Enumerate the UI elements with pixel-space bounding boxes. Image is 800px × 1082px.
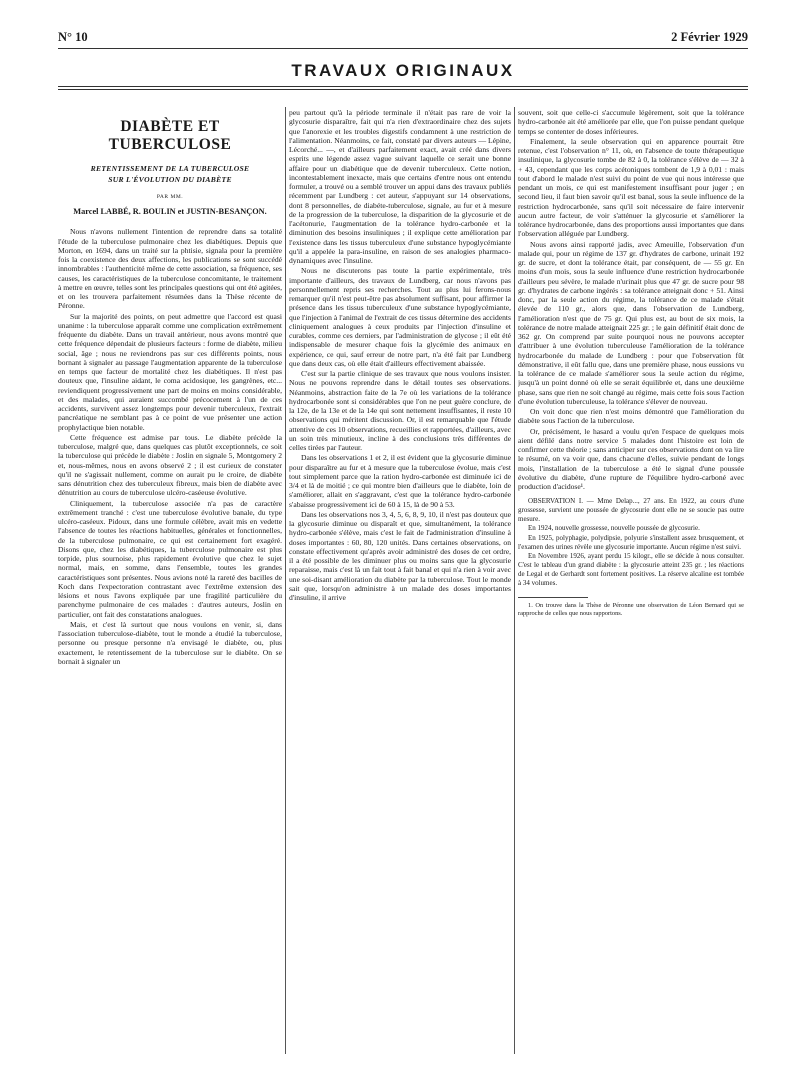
paragraph: Nous avons ainsi rapporté jadis, avec Ameuille, l'observation d'un malade qui, pour un régime de 137 gr. d'hydrates de carbone, urinait 192 gr. de sucre, et dont la tolérance était, par conséquent, de — 55 gr. En moins d'un mois, sous la seule influence d'une restriction hydrocarbonée d'ailleurs peu sévère, le malade n'urinait plus que 47 gr. de sucre pour 98 gr. d'hydrates de carbone ingérés : sa tolérance atteignait donc + 51. Ainsi donc, par la seule action du régime, la tolérance de ce malade s'était élevée de 110 gr., alors que, dans l'observation de Lundberg, l'amélioration n'est que de 75 gr. Qui plus est, au bout de six mois, la tolérance de notre malade atteignait 225 gr. ; le gain définitif était donc de 362 gr. On comprend par suite pourquoi nous ne pouvons accepter d'attribuer à une évolution tuberculeuse l'amélioration de la tolérance hydrocarbonée du malade de Lundberg : pour que l'observation fût démonstrative, il eût fallu que, dans une première phase, nous eussions vu la tolérance de ce malade s'améliorer sous la seule action du régime, jusqu'à un point donné où elle se serait équilibrée et, dans une deuxième phase, sans que rien ne soit changé au régime, mais cette fois sous l'action d'une évolution tuberculeuse, la tolérance s'élever de nouveau. xyxy=(518,239,744,406)
article-heading xyxy=(58,118,282,217)
by-line: PAR MM. xyxy=(156,194,184,200)
observation-block xyxy=(518,497,744,587)
column-3 xyxy=(518,108,744,1058)
paragraph: Finalement, la seule observation qui en apparence pourrait être retenue, c'est l'observation n° 11, où, en l'absence de toute thérapeutique insulinique, la glycosurie tombe de 82 à 0, la tolérance s'élève de — 32 à + 43, cependant que les corps acétoniques tombent de 1,9 à 0,01 : mais tout d'abord le malade n'est suivi du point de vue qui nous intéresse que pendant un mois, ce qui est manifestement insuffisant pour juger ; en second lieu, il faut bien savoir qu'il est banal, sous la seule influence de la restriction hydrocarbonée, sans qu'il soit nécessaire de faire intervenir aucun autre facteur, de voir s'atténuer la glycosurie et s'améliorer la tolérance hydrocarbonée, dans des proportions aussi importantes que dans l'observation alléguée par Lundberg. xyxy=(518,136,744,239)
article-title: DIABÈTE ET TUBERCULOSE xyxy=(108,118,232,153)
paragraph: Nous n'avons nullement l'intention de reprendre dans sa totalité l'étude de la tuberculose pulmonaire chez les diabétiques. Depuis que Morton, en 1694, dans un traité sur la phtisie, signala pour la première fois la coexistence des deux affections, les publications se sont succédé innombrables : l'authenticité même de cette association, sa fréquence, ses causes, les caractéristiques de la tuberculose concomitante, le traitement à mettre en œuvre, telles sont les principales questions qui ont été agitées, et on les trouvera parfaitement résumées dans la Thèse récente de Péronne. xyxy=(58,227,282,311)
column-divider-2 xyxy=(514,107,515,1054)
footnote-rule xyxy=(518,597,588,598)
paragraph: souvent, soit que celle-ci s'accumule légèrement, soit que la tolérance hydro-carbonée ait été améliorée par elle, que l'on puisse pendant quelque temps se contenter de doses inférieures. xyxy=(518,108,744,136)
paragraph: peu partout qu'à la période terminale il n'était pas rare de voir la glycosurie disparaître, fait qui n'a rien d'extraordinaire chez des sujets que l'anorexie et les troubles digestifs condamnent à une restriction de l'alimentation. Néanmoins, ce fait, constaté par divers auteurs — Lépine, Lécorché... —, et d'ailleurs parfaitement exact, avait créé dans divers esprits une légende assez vague suivant laquelle ce serait une bonne affaire pour un diabétique que de devenir tuberculeux. Cette notion, incontestablement inexacte, mais que certains d'entre nous ont entendu formuler, a trouvé ou a semblé trouver un appui dans des travaux publiés récemment par Lundberg : cet auteur, s'appuyant sur 14 observations, dont 8 personnelles, de diabéte-tuberculose, signale, au fur et à mesure de la progression de la tuberculose, la disparition de la glycosurie et de l'acétonurie, l'augmentation de la tolérance hydro-carbonée et la diminution des besoins insuliniques ; il explique cette amélioration par l'existence dans les tissus tuberculeux d'une substance hypoglycémiante qu'il a appelée la para-insuline, en raison de ses analogies pharmaco-dynamiques avec l'insuline. xyxy=(289,108,511,265)
issue-number: N° 10 xyxy=(58,30,88,44)
article-authors: Marcel LABBÉ, R. BOULIN et JUSTIN-BESANÇON. xyxy=(73,207,267,217)
section-rule-bottom xyxy=(58,89,748,90)
paragraph: Cliniquement, la tuberculose associée n'a pas de caractère extrêmement tranché : c'est une tuberculose évolutive banale, du type ulcéro-caséeux. Pidoux, dans une formule célèbre, avait mis en vedette l'absence de toutes les réactions habituelles, générales et fonctionnelles, de la tuberculose pulmonaire, ce qui est certainement fort exagéré. Disons que, chez les diabétiques, la tuberculose pulmonaire est plus torpide, plus sournoise, plus rapidement évolutive que chez le sujet normal, mais, en somme, dans l'ensemble, toutes les grandes caractéristiques sont présentes. Nous avions noté la rareté des bacilles de Koch dans l'expectoration contrastant avec l'extrême extension des lésions et nous l'avons expliquée par une fragilité particulière du parenchyme pulmonaire de ces malades : d'autres auteurs, Joslin en particulier, ont fait des constatations analogues. xyxy=(58,498,282,619)
issue-date: 2 Février 1929 xyxy=(671,30,748,44)
paragraph: Or, précisément, le hasard a voulu qu'en l'espace de quelques mois aient défilé dans notre service 5 malades dont l'histoire est loin de confirmer cette théorie ; sans anticiper sur ces observations dont on va lire le résumé, on va voir que, dans chacune d'elles, suivie pendant de longs mois, l'installation de la tuberculose a été le signal d'une poussée évolutive du diabète, d'une rupture de l'équilibre hydro-carboné avec production d'acidose¹. xyxy=(518,426,744,491)
observation-paragraph: OBSERVATION I. — Mme Delap..., 27 ans. En 1922, au cours d'une grossesse, survient une poussée de glycosurie dont elle ne se soucie pas outre mesure. xyxy=(518,497,744,523)
column-1 xyxy=(58,108,282,1058)
footnote-text: 1. On trouve dans la Thèse de Péronne une observation de Léon Bernard qui se rapproche de celles que nous rapportons. xyxy=(518,602,744,618)
section-rule-top xyxy=(58,86,748,87)
paragraph: Dans les observations 1 et 2, il est évident que la glycosurie diminue pour disparaître au fur et à mesure que la tuberculose évolue, mais c'est tout simplement parce que la ration hydro-carbonée est diminuée ici de 3/4 et là de moitié ; ce qui montre bien d'ailleurs que le diabète, loin de s'améliorer, allait en s'aggravant, c'est que la tolérance hydro-carbonée s'abaisse progressivement ici de 60 à 15, là de 90 à 53. xyxy=(289,453,511,509)
observation-paragraph: En Novembre 1926, ayant perdu 15 kilogr., elle se décide à nous consulter. C'est le tableau d'un grand diabète : la glycosurie atteint 235 gr. ; les réactions de Legal et de Gerhardt sont fortement positives. La réserve alcaline est tombée à 34 volumes. xyxy=(518,552,744,587)
paragraph: C'est sur la partie clinique de ses travaux que nous voulons insister. Nous ne pouvons reprendre dans le détail toutes ses observations. Néanmoins, abstraction faite de la 7e où les variations de la tolérance hydrocarbonée sont si considérables que l'on ne peut guère conclure, de la 12e, de la 13e et de la 14e qui sont nettement insuffisantes, il reste 10 observations qui méritent discussion. Or, il est remarquable que l'étude attentive de ces 10 observations, recueillies et rapportées, d'ailleurs, avec un soin très minutieux, incline à des conclusions très différentes de celles tirées par l'auteur. xyxy=(289,369,511,452)
paragraph: On voit donc que rien n'est moins démontré que l'amélioration du diabète sous l'action de la tuberculose. xyxy=(518,407,744,426)
footnote xyxy=(518,602,744,618)
column-2 xyxy=(289,108,511,1058)
header-rule xyxy=(58,48,748,49)
paragraph: Nous ne discuterons pas toute la partie expérimentale, très importante d'ailleurs, des travaux de Lundberg, car nous n'avons pas personnellement repris ses recherches. Tout au plus lui ferons-nous remarquer qu'il n'est peut-être pas absolument suffisant, pour affirmer la présence dans les tissus tuberculeux d'une substance hypoglycémiante, que l'injection à l'animal de l'extrait de ces tissus détermine des accidents cliniquement analogues à ceux produits par l'injection d'insuline et curables, comme ces derniers, par l'administration de glycose ; il eût été indispensable de mesurer chaque fois la glycémie des animaux en expérience, ce qui, sauf erreur de notre part, n'a été fait par Lundberg que dans deux cas, où elle était d'ailleurs effectivement abaissée. xyxy=(289,266,511,368)
observation-paragraph: En 1924, nouvelle grossesse, nouvelle poussée de glycosurie. xyxy=(528,524,700,533)
paragraph: Cette fréquence est admise par tous. Le diabète précède la tuberculose, malgré que, dans quelques cas plutôt exceptionnels, ce soit la tuberculose qui précède le diabète : Joslin en signale 5, Montgomery 2 et, nous-mêmes, nous en avons observé 2 ; il est curieux de constater qu'il ne s'agissait nullement, comme on aurait pu le croire, de diabète sans dénutrition chez des tuberculeux fibreux, mais bien de diabète avec dénutrition au cours de tuberculose ulcéro-caséeuse évolutive. xyxy=(58,432,282,498)
observation-paragraph: En 1925, polyphagie, polydipsie, polyurie s'installent assez brusquement, et l'examen des urines révèle une glycosurie importante. Aucun régime n'est suivi. xyxy=(518,534,744,551)
paragraph: Sur la majorité des points, on peut admettre que l'accord est quasi unanime : la tuberculose apparaît comme une complication extrêmement fréquente du diabète. Dans un travail antérieur, nous avons montré que cette fréquence dépendait de plusieurs facteurs : forme de diabète, milieu social, âge ; nous ne reviendrons pas sur ces différents points, nous bornant à signaler au passage l'augmentation apparente de la tuberculose en temps que facteur de mortalité chez les diabétiques. Il n'est pas douteux que, l'insuline aidant, le coma acidosique, les gangrènes, etc... reviendiquent progressivement une part de moins en moins considérable, et des malades, qui auraient succombé précocement à l'un de ces accidents, survivent assez longtemps pour devenir tuberculeux, l'extrait pancréatique ne semblant pas à ce point de vue présenter une action prophylactique bien notable. xyxy=(58,311,282,432)
section-title: TRAVAUX ORIGINAUX xyxy=(291,61,515,80)
paragraph: Dans les observations nos 3, 4, 5, 6, 8, 9, 10, il n'est pas douteux que la glycosurie diminue ou disparaît et que, simultanément, la tolérance hydro-carbonée s'élève, mais c'est le fait de l'administration d'insuline à doses importantes : 60, 80, 120 unités. Dans certaines observations, on constate effectivement qu'après avoir administré des doses de cet ordre, il a été possible de les diminuer plus ou moins sans que la glycosurie reparaisse, mais c'est là un fait tout à fait banal et qui n'a rien à voir avec une soi-disant amélioration du diabète par la tuberculose. Tout le monde sait que, lorsqu'on administre à un malade des doses importantes d'insuline, il arrive xyxy=(289,509,511,602)
paragraph: Mais, et c'est là surtout que nous voulons en venir, si, dans l'association tuberculose-diabète, tout le monde a étudié la tuberculose, personne ou presque personne n'a envisagé le diabète, ou, plus exactement, le retentissement de la tuberculose sur le diabète. On se bornait à signaler un xyxy=(58,619,282,666)
article-subtitle-2: SUR L'ÉVOLUTION DU DIABÈTE xyxy=(108,175,232,184)
running-header xyxy=(58,30,748,46)
column-divider-1 xyxy=(285,107,286,1054)
article-subtitle-1: RETENTISSEMENT DE LA TUBERCULOSE xyxy=(90,164,250,173)
